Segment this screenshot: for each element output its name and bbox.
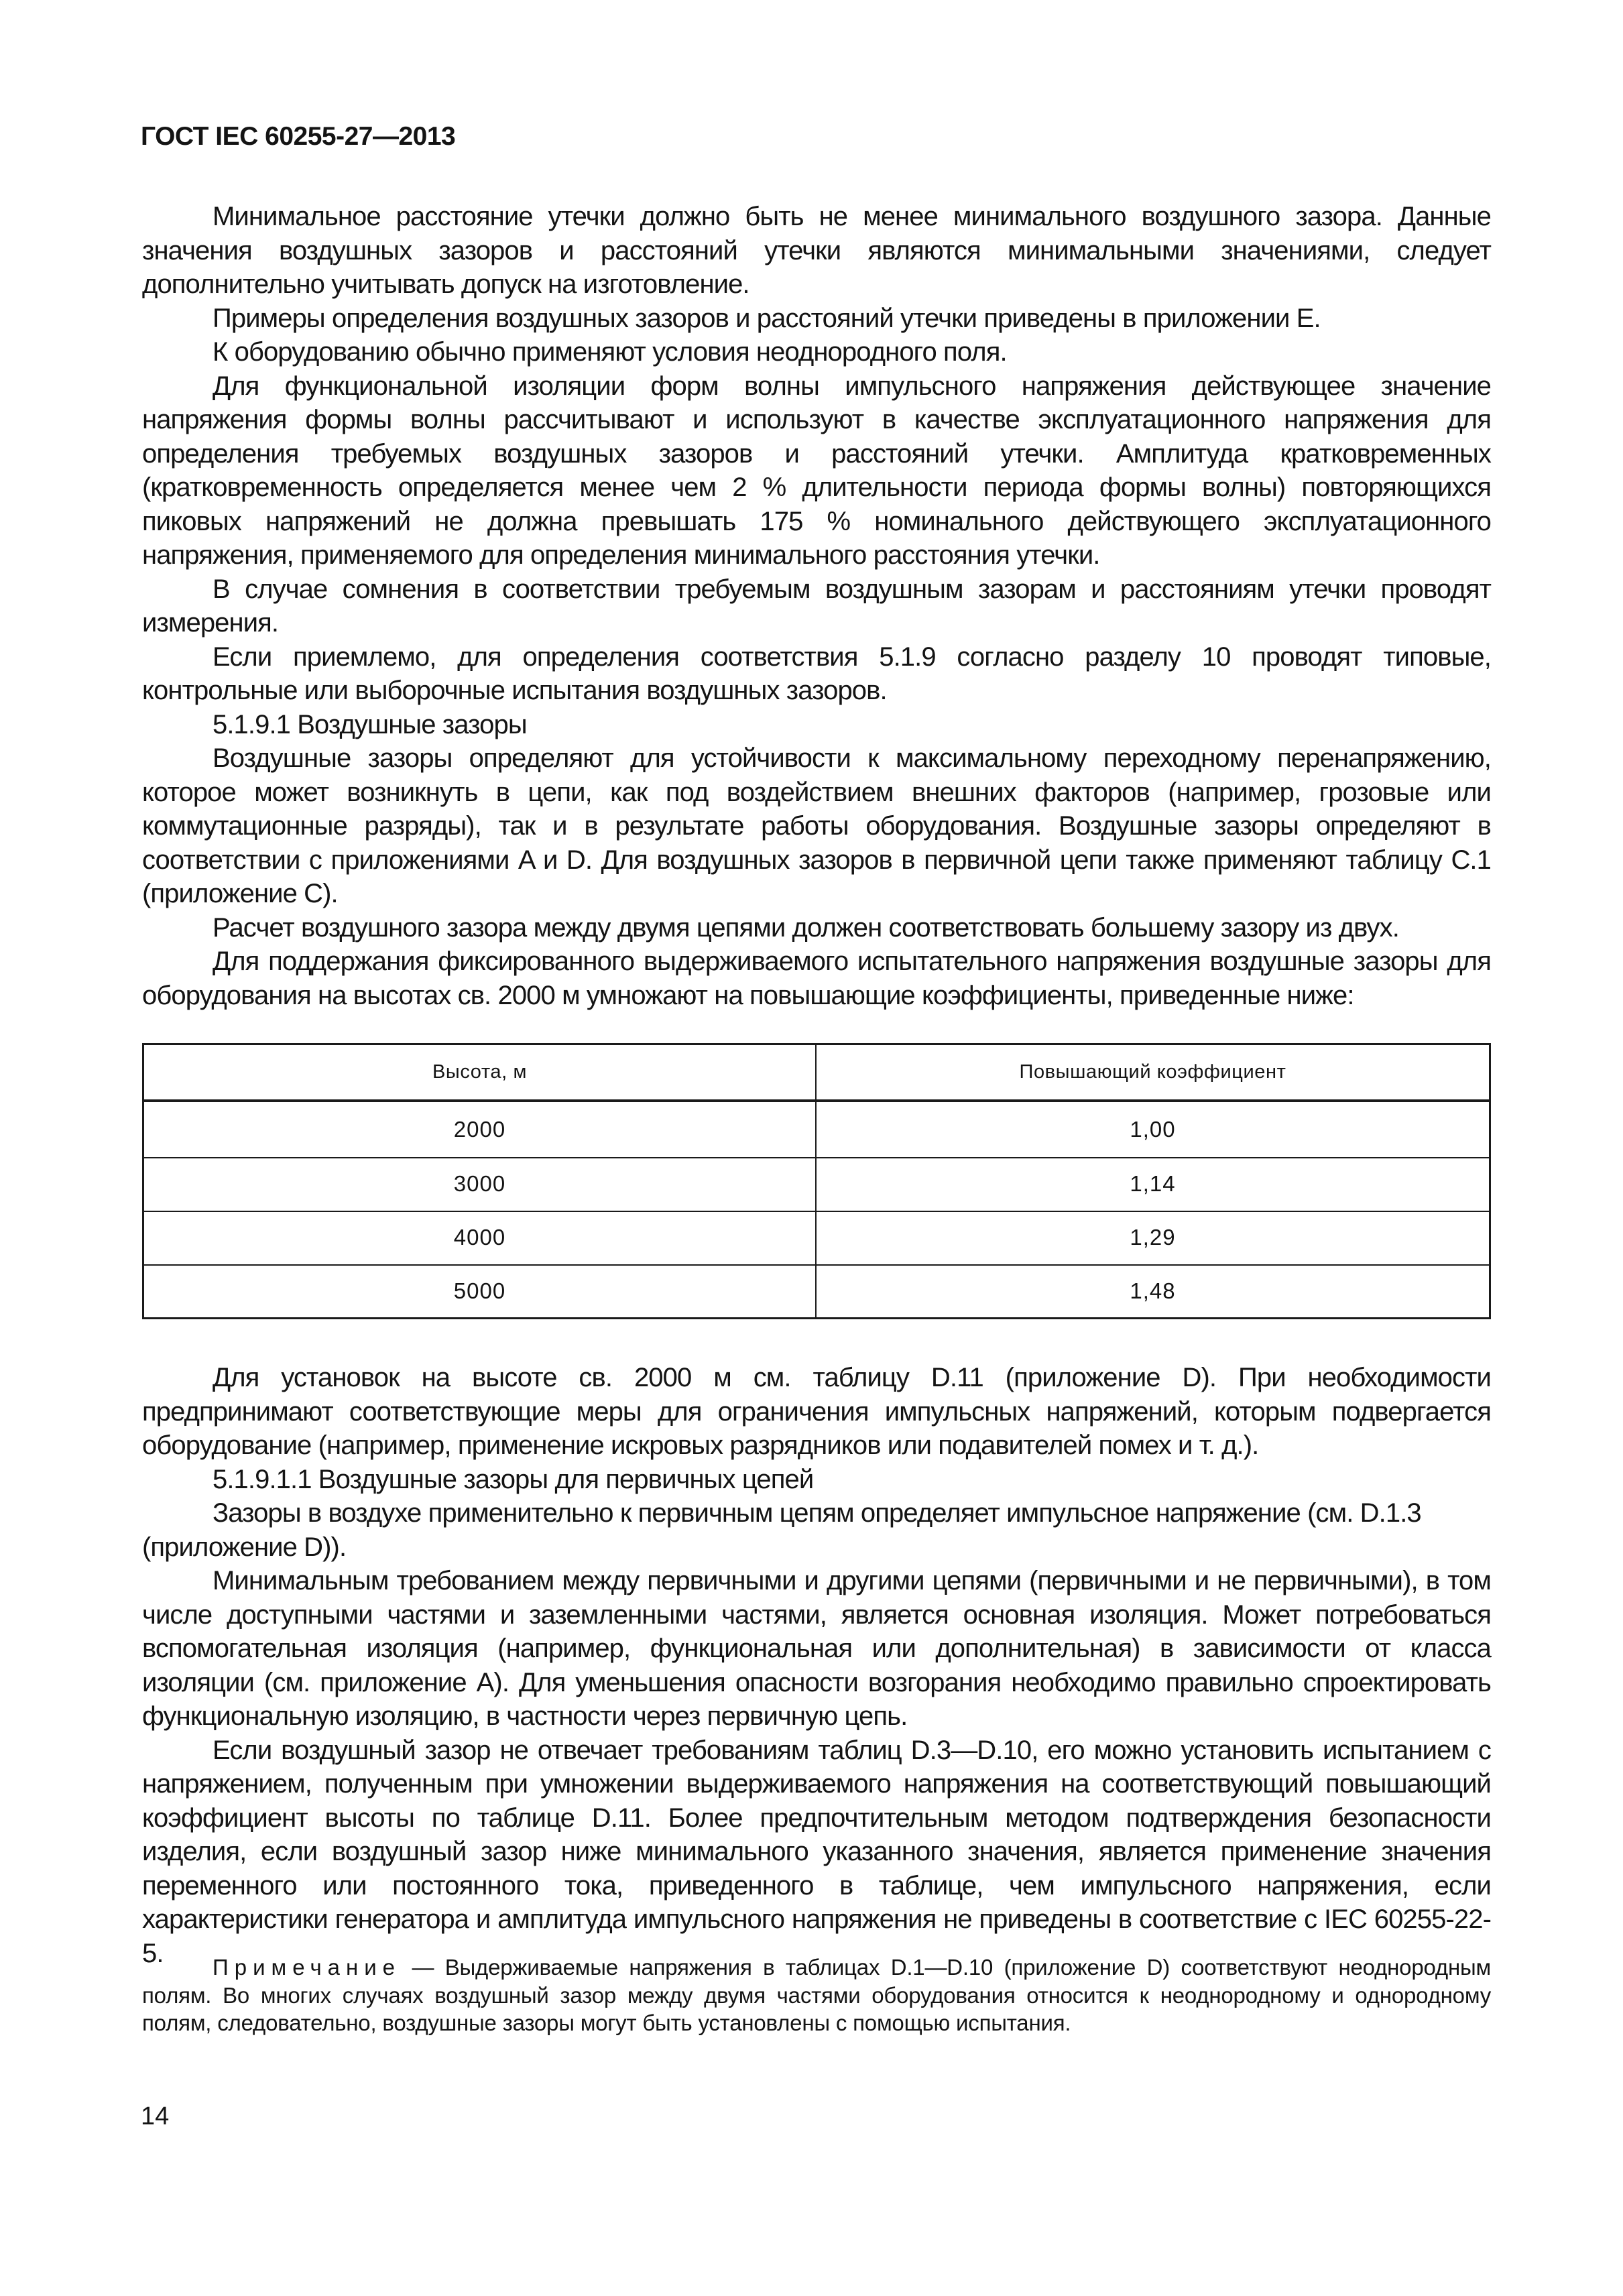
table-cell-altitude: 2000 xyxy=(144,1102,817,1157)
page-number: 14 xyxy=(141,2102,170,2130)
note-paragraph xyxy=(142,1953,1491,2037)
section-heading: 5.1.9.1 Воздушные зазоры xyxy=(213,709,527,739)
altitude-factor-table xyxy=(142,1043,1491,1319)
table-header-row xyxy=(144,1045,1489,1102)
table-cell-factor: 1,00 xyxy=(1130,1117,1176,1142)
paragraph: Воздушные зазоры определяют для устойчивости к максимальному переходному перенапряжению, которое может возникнуть в цепи, как под воздействием внешних факторов (например, грозовые или коммутационные разряды), так и в результате работы оборудования. Воздушные зазоры определяют в соответствии с приложениями A и D. Для воздушных зазоров в первичной цепи также применяют таблицу С.1 (приложение С). xyxy=(142,743,1491,908)
table-cell-factor: 1,14 xyxy=(1130,1171,1176,1196)
paragraph: Зазоры в воздухе применительно к первичным цепям определяет импульсное напряжение (см. D.1.3 xyxy=(213,1498,1421,1528)
table-header-altitude: Высота, м xyxy=(144,1045,817,1099)
paragraph: Расчет воздушного зазора между двумя цепями должен соответствовать большему зазору из двух. xyxy=(213,912,1399,943)
paragraph: Для поддержания фиксированного выдерживаемого испытательного напряжения воздушные зазоры для оборудования на высотах св. 2000 м умножают на повышающие коэффициенты, приведенные ниже: xyxy=(142,947,1491,1010)
paragraph: Минимальное расстояние утечки должно быть не менее минимального воздушного зазора. Данные значения воздушных зазоров и расстояний утечки являются минимальными значениями, следует дополнительно учитывать допуск на изготовление. xyxy=(142,202,1491,299)
table-row xyxy=(144,1157,1489,1212)
standard-header: ГОСТ IEC 60255-27—2013 xyxy=(141,122,456,151)
body-text-bottom xyxy=(142,1361,1491,1970)
table-cell-factor: 1,48 xyxy=(1130,1278,1176,1303)
paragraph: Если приемлемо, для определения соответствия 5.1.9 согласно разделу 10 проводят типовые, контрольные или выборочные испытания воздушных зазоров. xyxy=(142,642,1491,705)
note-text: — Выдерживаемые напряжения в таблицах D.1—D.10 (приложение D) соответствуют неоднородным полям. Во многих случаях воздушный зазор между двумя частями оборудования относится к неоднородному и однородному полям, следовательно, воздушные зазоры могут быть установлены с помощью испытания. xyxy=(142,1955,1491,2035)
section-heading: 5.1.9.1.1 Воздушные зазоры для первичных цепей xyxy=(213,1464,814,1494)
table-cell-altitude: 5000 xyxy=(144,1264,817,1317)
note-label: Примечание xyxy=(213,1955,402,1980)
body-text-top xyxy=(142,200,1491,1012)
table-cell-altitude: 3000 xyxy=(144,1157,817,1211)
table-cell-altitude: 4000 xyxy=(144,1211,817,1264)
paragraph-continuation: (приложение D)). xyxy=(142,1532,347,1562)
note-block xyxy=(142,1953,1491,2037)
table-cell-factor: 1,29 xyxy=(1130,1225,1176,1250)
table-row xyxy=(144,1264,1489,1317)
paragraph: К оборудованию обычно применяют условия неоднородного поля. xyxy=(213,337,1007,367)
paragraph: В случае сомнения в соответствии требуемым воздушным зазорам и расстояниям утечки проводят измерения. xyxy=(142,574,1491,638)
paragraph: Минимальным требованием между первичными и другими цепями (первичными и не первичными), в том числе доступными частями и заземленными частями, является основная изоляция. Может потребоваться вспомогательная изоляция (например, функциональная или дополнительная) в зависимости от класса изоляции (см. приложение A). Для уменьшения опасности возгорания необходимо правильно спроектировать функциональную изоляцию, в частности через первичную цепь. xyxy=(142,1566,1491,1731)
table-row xyxy=(144,1102,1489,1158)
paragraph: Примеры определения воздушных зазоров и расстояний утечки приведены в приложении E. xyxy=(213,303,1321,333)
paragraph: Для функциональной изоляции форм волны импульсного напряжения действующее значение напряжения формы волны рассчитывают и используют в качестве эксплуатационного напряжения для определения требуемых воздушных зазоров и расстояний утечки. Амплитуда кратковременных (кратковременность определяется менее чем 2 % длительности периода формы волны) повторяющихся пиковых напряжений не должна превышать 175 % номинального действующего эксплуатационного напряжения, применяемого для определения минимального расстояния утечки. xyxy=(142,371,1491,570)
paragraph: Если воздушный зазор не отвечает требованиям таблиц D.3—D.10, его можно установить испытанием с напряжением, полученным при умножении выдерживаемого напряжения на соответствующий повышающий коэффициент высоты по таблице D.11. Более предпочтительным методом подтверждения безопасности изделия, если воздушный зазор ниже минимального указанного значения, является применение значения переменного или постоянного тока, приведенного в таблице, чем импульсного напряжения, если характеристики генератора и амплитуда импульсного напряжения не приведены в соответствие с IEC 60255-22-5. xyxy=(142,1735,1491,1968)
paragraph: Для установок на высоте св. 2000 м см. таблицу D.11 (приложение D). При необходимости предпринимают соответствующие меры для ограничения импульсных напряжений, которым подвергается оборудование (например, применение искровых разрядников или подавителей помех и т. д.). xyxy=(142,1363,1491,1460)
table-header-factor: Повышающий коэффициент xyxy=(1019,1061,1286,1083)
table-row xyxy=(144,1211,1489,1266)
